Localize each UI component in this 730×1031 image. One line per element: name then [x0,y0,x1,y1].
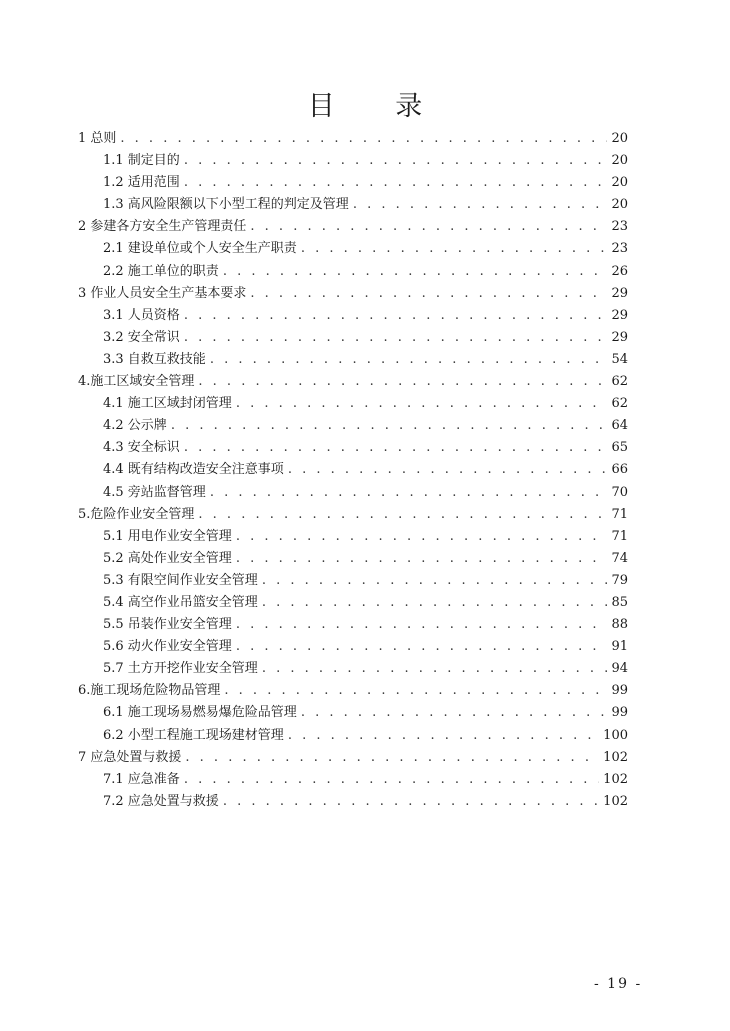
toc-dot-leader [223,261,608,283]
toc-entry-page: 70 [611,484,628,500]
toc-dot-leader [184,305,608,327]
toc-section[interactable] [78,482,628,504]
toc-entry-label: 7.2 应急处置与救援 [103,793,219,809]
toc-dot-leader [171,415,608,437]
toc-chapter[interactable] [78,747,628,769]
toc-entry-page: 99 [611,683,628,699]
toc-section[interactable] [78,194,628,216]
toc-dot-leader [184,150,608,172]
toc-dot-leader [262,592,608,614]
toc-dot-leader [236,636,608,658]
toc-entry-page: 23 [611,241,628,257]
toc-entry-label: 1 总则 [78,131,117,146]
toc-entry-label: 7.1 应急准备 [103,771,180,787]
toc-entry-page: 99 [611,705,628,721]
toc-entry-page: 102 [603,793,628,809]
toc-entry-page: 91 [611,639,628,655]
toc-entry-page: 26 [611,263,628,279]
toc-dot-leader [250,216,607,238]
toc-dot-leader [353,194,608,216]
toc-entry-label: 5.5 吊装作业安全管理 [103,617,232,633]
toc-entry-label: 7 应急处置与救援 [78,749,182,765]
toc-section[interactable] [78,526,628,548]
toc-entry-label: 2.1 建设单位或个人安全生产职责 [103,241,297,257]
toc-entry-page: 102 [603,749,628,765]
toc-dot-leader [262,570,608,592]
toc-section[interactable] [78,702,628,724]
toc-section[interactable] [78,437,628,459]
toc-entry-page: 102 [603,771,628,787]
toc-entry-page: 71 [611,506,628,522]
toc-dot-leader [288,725,599,747]
toc-section[interactable] [78,327,628,349]
toc-dot-leader [236,393,608,415]
toc-entry-page: 29 [611,307,628,323]
toc-entry-label: 5.2 高处作业安全管理 [103,550,232,566]
toc-entry-label: 4.4 既有结构改造安全注意事项 [103,462,284,478]
toc-section[interactable] [78,614,628,636]
toc-dot-leader [301,702,608,724]
toc-section[interactable] [78,548,628,570]
toc-entry-page: 20 [611,197,628,213]
toc-entry-page: 62 [611,396,628,412]
toc-entry-label: 2.2 施工单位的职责 [103,263,219,279]
toc-section[interactable] [78,415,628,437]
toc-dot-leader [288,459,608,481]
toc-section[interactable] [78,150,628,172]
toc-entry-page: 54 [611,351,628,367]
toc-entry-label: 4.5 旁站监督管理 [103,484,206,500]
toc-dot-leader [236,548,608,570]
toc-chapter[interactable] [78,504,628,526]
toc-section[interactable] [78,769,628,791]
toc-entry-label: 5.危险作业安全管理 [78,506,195,522]
table-of-contents [78,128,628,813]
toc-entry-label: 4.2 公示牌 [103,418,167,434]
toc-entry-page: 20 [611,131,628,146]
toc-entry-label: 5.3 有限空间作业安全管理 [103,572,258,588]
toc-dot-leader [210,482,608,504]
toc-dot-leader [236,526,608,548]
toc-entry-label: 5.6 动火作业安全管理 [103,639,232,655]
toc-entry-page: 85 [611,594,628,610]
toc-entry-label: 3.3 自救互救技能 [103,351,206,367]
toc-entry-page: 71 [611,528,628,544]
toc-chapter[interactable] [78,216,628,238]
toc-entry-page: 94 [611,661,628,677]
toc-entry-label: 1.3 高风险限额以下小型工程的判定及管理 [103,197,349,213]
toc-entry-page: 65 [611,440,628,456]
page-title: 目 录 [307,91,449,122]
toc-entry-page: 20 [611,153,628,169]
toc-entry-page: 74 [611,550,628,566]
toc-entry-page: 100 [603,727,628,743]
toc-section[interactable] [78,238,628,260]
toc-entry-label: 5.1 用电作业安全管理 [103,528,232,544]
toc-section[interactable] [78,261,628,283]
toc-dot-leader [184,327,608,349]
toc-section[interactable] [78,393,628,415]
toc-entry-label: 1.1 制定目的 [103,153,180,169]
toc-entry-page: 20 [611,175,628,191]
toc-entry-page: 88 [611,617,628,633]
toc-entry-label: 3 作业人员安全生产基本要求 [78,285,247,301]
toc-section[interactable] [78,349,628,371]
toc-dot-leader [262,658,608,680]
toc-section[interactable] [78,658,628,680]
toc-chapter[interactable] [78,680,628,702]
toc-dot-leader [210,349,608,371]
toc-entry-label: 6.1 施工现场易燃易爆危险品管理 [103,705,297,721]
toc-entry-page: 64 [611,418,628,434]
toc-entry-page: 23 [611,219,628,235]
toc-dot-leader [223,791,599,813]
toc-dot-leader [184,172,608,194]
toc-dot-leader [250,283,607,305]
toc-entry-label: 6.施工现场危险物品管理 [78,683,221,699]
toc-entry-label: 2 参建各方安全生产管理责任 [78,219,247,235]
toc-entry-label: 3.2 安全常识 [103,329,180,345]
toc-chapter[interactable] [78,283,628,305]
toc-entry-label: 3.1 人员资格 [103,307,180,323]
toc-entry-label: 6.2 小型工程施工现场建材管理 [103,727,284,743]
toc-entry-page: 29 [611,329,628,345]
toc-entry-page: 62 [611,374,628,390]
toc-dot-leader [184,437,608,459]
toc-section[interactable] [78,636,628,658]
toc-section[interactable] [78,570,628,592]
toc-entry-page: 79 [611,572,628,588]
toc-section[interactable] [78,725,628,747]
toc-chapter[interactable] [78,128,628,150]
toc-entry-label: 5.7 土方开挖作业安全管理 [103,661,258,677]
toc-dot-leader [301,238,608,260]
toc-entry-label: 4.3 安全标识 [103,440,180,456]
toc-section[interactable] [78,172,628,194]
toc-section[interactable] [78,592,628,614]
page-number: - 19 - [594,976,643,992]
toc-entry-label: 5.4 高空作业吊篮安全管理 [103,594,258,610]
toc-dot-leader [198,504,607,526]
toc-entry-label: 4.施工区域安全管理 [78,374,195,390]
toc-section[interactable] [78,305,628,327]
toc-entry-page: 66 [611,462,628,478]
toc-entry-label: 1.2 适用范围 [103,175,180,191]
toc-chapter[interactable] [78,371,628,393]
toc-section[interactable] [78,459,628,481]
toc-dot-leader [198,371,607,393]
toc-dot-leader [185,747,599,769]
toc-dot-leader [184,769,599,791]
toc-dot-leader [224,680,607,702]
toc-dot-leader [236,614,608,636]
toc-entry-page: 29 [611,285,628,301]
toc-entry-label: 4.1 施工区域封闭管理 [103,396,232,412]
toc-dot-leader [120,128,607,150]
toc-section[interactable] [78,791,628,813]
